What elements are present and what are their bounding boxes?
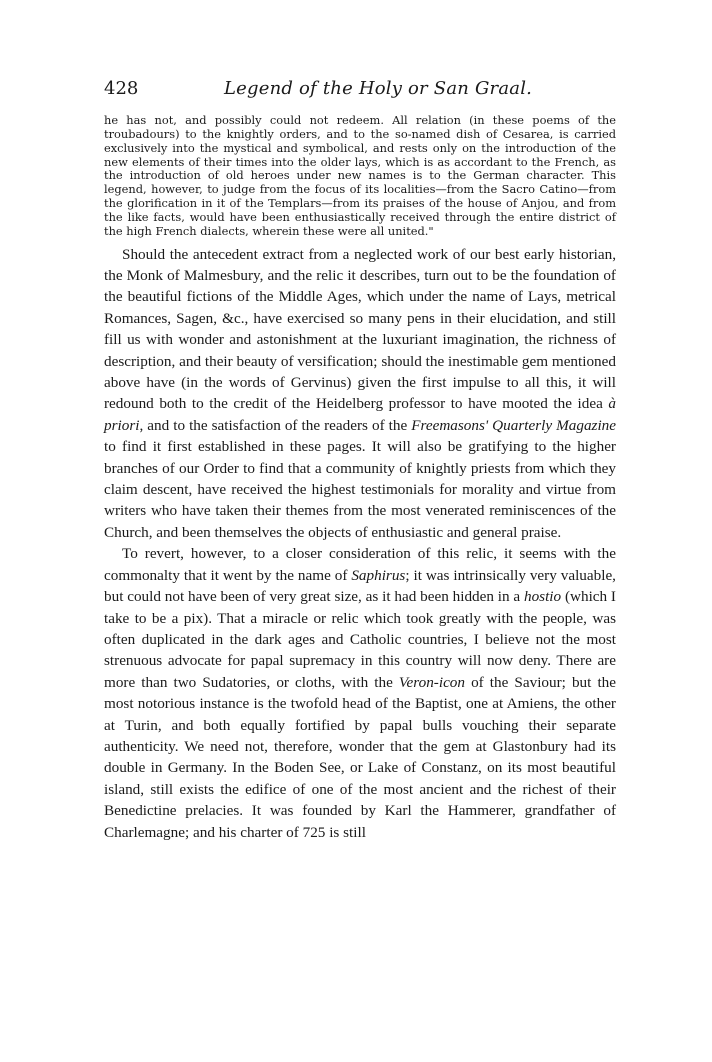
page-header	[104, 80, 616, 114]
paragraph-2-italic-saphirus: Saphirus	[351, 566, 406, 584]
paragraph-2	[104, 543, 616, 843]
quoted-extract-text: he has not, and possibly could not redeem. All relation (in these poems of the troubadours) to the knightly orders, and to the so-named dish of Cesarea, is carried exclusively into the mystical and symbolical, and rests only on the introduction of the new elements of their times into the older lays, which is as accordant to the French, as the introduction of old heroes under new names is to the German character. This legend, however, to judge from the focus of its localities—from the Sacro Catino—from the glorification in it of the Templars—from its praises of the house of Anjou, and from the like facts, would have been enthusiastically received through the entire district of the high French dialects, wherein these were all united."	[104, 113, 616, 238]
body-text	[104, 244, 616, 843]
paragraph-2-part-1: To revert, however, to a closer consideration of this relic, it seems with the commonalty that it went by the name of	[104, 545, 616, 584]
paragraph-1-part-2: , and to the satisfaction of the readers of the	[139, 416, 412, 434]
page-number: 428	[104, 78, 139, 99]
quoted-extract	[104, 114, 616, 239]
paragraph-2-part-2: ; it was intrinsically very valuable, but could not have been of very great size, as it had been hidden in a	[104, 566, 616, 606]
running-title: Legend of the Holy or San Graal.	[224, 78, 533, 99]
paragraph-2-part-4: of the Saviour; but the most notorious instance is the twofold head of the Baptist, one at Amiens, the other at Turin, and both equally fortified by papal bulls vouching their separate authenticity. We need not, therefore, wonder that the gem at Glastonbury had its double in Germany. In the Boden See, or Lake of Constanz, on its most beautiful island, still exists the edifice of one of the most ancient and the richest of their Benedictine prelacies. It was founded by Karl the Hammerer, grandfather of Charlemagne; and his charter of 725 is still	[104, 673, 616, 841]
paragraph-1-italic-a-priori: à priori	[104, 395, 616, 434]
paragraph-1-part-3: to find it first established in these pages. It will also be gratifying to the higher branches of our Order to find that a community of knightly priests from which they claim descent, have received the highest testimonials for morality and virtue from writers who have taken their themes from the most venerated reminiscences of the Church, and been themselves the objects of enthusiastic and general praise.	[104, 438, 616, 541]
paragraph-2-part-3: (which I take to be a pix). That a miracle or relic which took greatly with the people, was often duplicated in the dark ages and Catholic countries, I believe not the most strenuous advocate for papal supremacy in this country will now deny. There are more than two Sudatories, or cloths, with the	[104, 588, 616, 691]
paragraph-1-italic-magazine: Freemasons' Quarterly Magazine	[411, 416, 617, 434]
book-page	[104, 80, 616, 843]
paragraph-1	[104, 244, 616, 544]
paragraph-2-italic-veron-icon: Veron-icon	[398, 673, 465, 691]
paragraph-1-part-1: Should the antecedent extract from a neglected work of our best early historian, the Monk of Malmesbury, and the relic it describes, turn out to be the foundation of the beautiful fictions of the Middle Ages, which under the name of Lays, metrical Romances, Sagen, &c., have exercised so many pens in their elucidation, and still fill us with wonder and astonishment at the luxuriant imagination, the richness of description, and their beauty of versification; should the inestimable gem mentioned above have (in the words of Gervinus) given the first impulse to all this, it will redound both to the credit of the Heidelberg professor to have mooted the idea	[104, 245, 616, 413]
paragraph-2-italic-hostio: hostio	[523, 588, 562, 606]
